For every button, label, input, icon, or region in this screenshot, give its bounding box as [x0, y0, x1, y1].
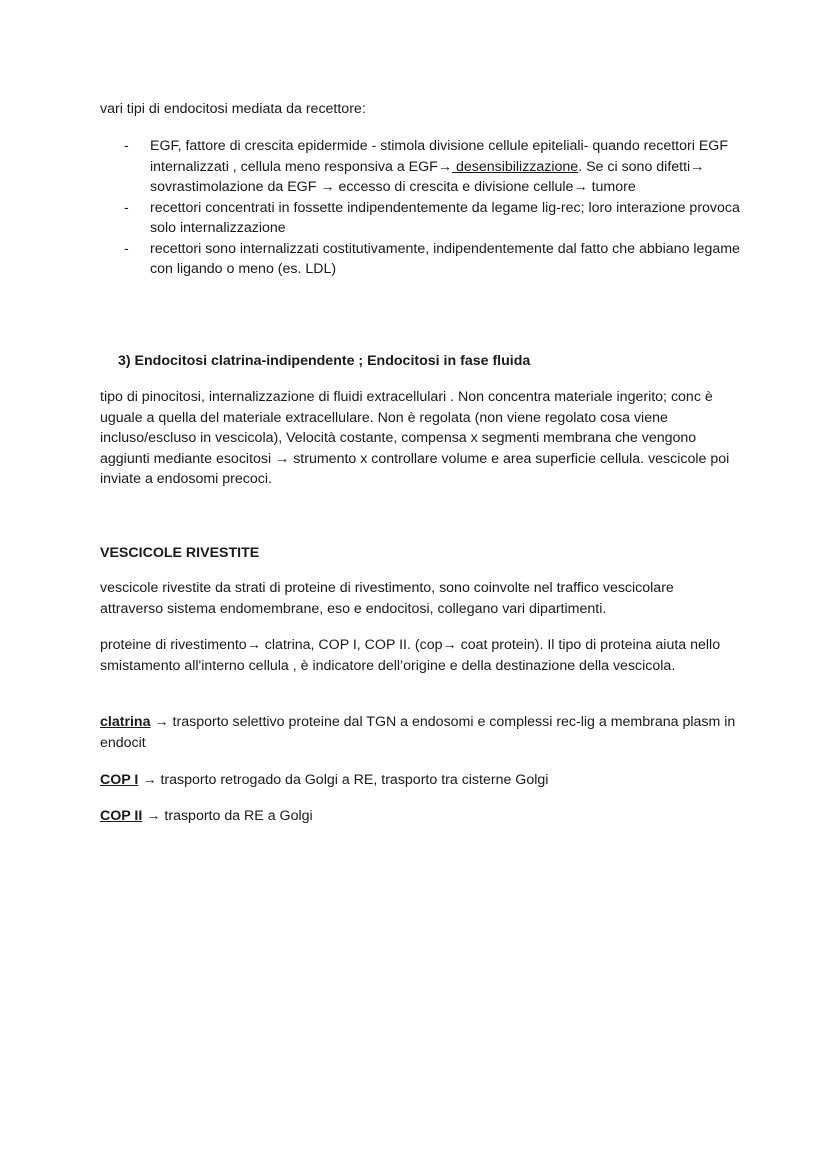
vescicole-paragraph-2: proteine di rivestimento→ clatrina, COP I, COP II. (cop→ coat protein). Il tipo di proteina aiuta nello smistamento all'interno cellula , è indicatore dell’origine e della destinazione della vescicola.	[100, 637, 721, 674]
receptor-endocytosis-list	[100, 136, 740, 280]
cop2-paragraph	[100, 806, 740, 827]
intro-text: vari tipi di endocitosi mediata da recettore:	[100, 101, 366, 117]
cop2-term: COP II	[100, 808, 143, 824]
cop2-text: → trasporto da RE a Golgi	[142, 808, 313, 824]
list-item	[100, 136, 740, 198]
bullet-dash: -	[124, 240, 129, 257]
cop1-paragraph	[100, 770, 740, 791]
list-item-text: EGF, fattore di crescita epidermide - stimola divisione cellule epiteliali- quando recettori EGF internalizzati , cellula meno responsiva a EGF→	[150, 138, 729, 175]
list-item	[100, 239, 740, 280]
section3-paragraph: tipo di pinocitosi, internalizzazione di fluidi extracellulari . Non concentra materiale ingerito; conc è uguale a quella del materiale extracellulare. Non è regolata (non viene regolato cosa viene incluso/escluso in vescicola), Velocità costante, compensa x segmenti membrana che vengono aggiunti mediante esocitosi → strumento x controllare volume e area superficie cellula. vescicole poi inviate a endosomi precoci.	[100, 389, 730, 487]
clatrina-term: clatrina	[100, 714, 151, 730]
clatrina-text: → trasporto selettivo proteine dal TGN a endosomi e complessi rec-lig a membrana plasm in endocit	[100, 714, 736, 751]
list-item-text: recettori sono internalizzati costitutivamente, indipendentemente dal fatto che abbiano legame con ligando o meno (es. LDL)	[150, 240, 740, 277]
vescicole-heading: VESCICOLE RIVESTITE	[100, 545, 260, 561]
list-item	[100, 198, 740, 239]
list-item-text-cont: . Se ci sono difetti→ sovrastimolazione da EGF → eccesso di crescita e divisione cellule→ tumore	[150, 158, 705, 195]
bullet-dash: -	[124, 199, 129, 216]
cop1-text: → trasporto retrogado da Golgi a RE, trasporto tra cisterne Golgi	[138, 772, 549, 788]
clatrina-paragraph	[100, 712, 740, 753]
list-item-text: recettori concentrati in fossette indipendentemente da legame lig-rec; loro interazione provoca solo internalizzazione	[150, 199, 740, 236]
vescicole-paragraph-1: vescicole rivestite da strati di proteine di rivestimento, sono coinvolte nel traffico vescicolare attraverso sistema endomembrane, eso e endocitosi, collegano vari dipartimenti.	[100, 580, 674, 617]
bullet-dash: -	[124, 138, 129, 154]
desensibilizzazione-term: desensibilizzazione	[452, 158, 579, 175]
cop1-term: COP I	[100, 772, 139, 788]
section3-heading: 3) Endocitosi clatrina-indipendente ; Endocitosi in fase fluida	[118, 353, 531, 369]
